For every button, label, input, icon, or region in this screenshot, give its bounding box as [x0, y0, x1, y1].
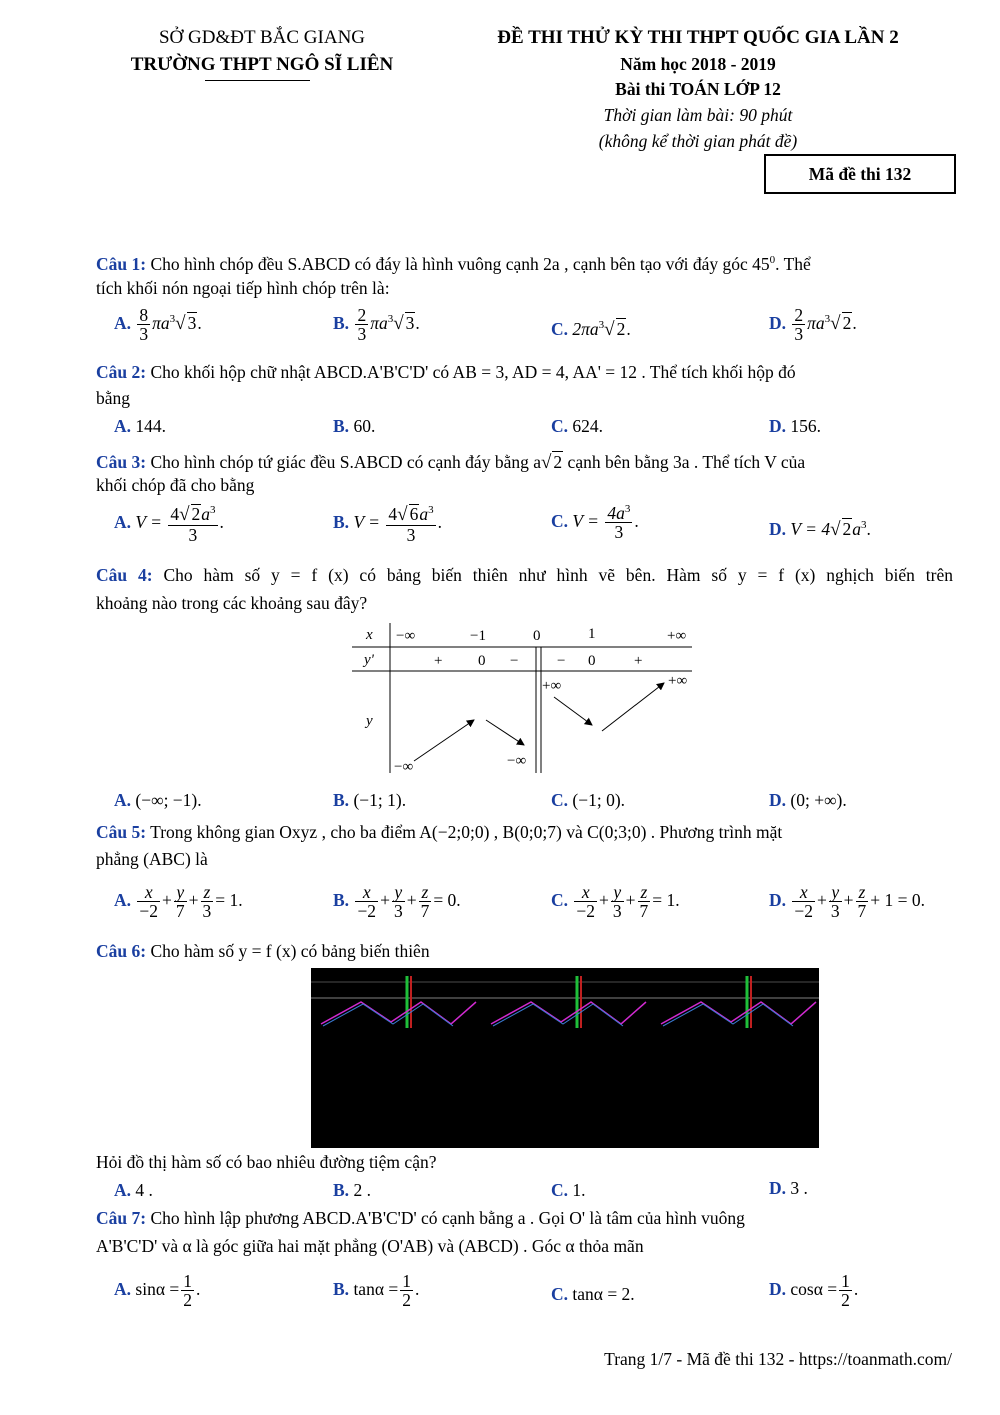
fraction: $\frac{2}{3}$: [794, 305, 804, 345]
q4-option-a[interactable]: A. (−∞; −1).: [114, 790, 202, 810]
exam-subject: Bài thi TOÁN LỚP 12: [615, 79, 781, 99]
exam-code-box: [764, 154, 956, 194]
q1-degree: 0: [769, 254, 776, 267]
vt-sign-2: −: [510, 653, 519, 669]
vt-x-4: +∞: [667, 628, 687, 644]
q4-line1: [96, 565, 953, 586]
vt-x-2: 0: [533, 628, 541, 644]
vt-sign-3: −: [557, 653, 566, 669]
q3-option-c[interactable]: C. V = $\frac{4a^3}{3}$ .: [551, 503, 639, 543]
q7-option-d[interactable]: D. cosα = $\frac{1}{2}$ .: [769, 1271, 859, 1311]
q4-text: Cho hàm số y = f (x) có bảng biến thiên như hình vẽ bên. Hàm số y = f (x) nghịch biến trên: [163, 565, 953, 585]
fraction: $\frac{8}{3}$: [139, 305, 149, 345]
q6-variation-image: [311, 968, 819, 1148]
q4-option-d[interactable]: D. (0; +∞).: [769, 790, 847, 810]
q2-label: Câu 2:: [96, 362, 147, 382]
q2-line2: bằng: [96, 388, 131, 408]
q3-line1: Câu 3: Cho hình chóp tứ giác đều S.ABCD có cạnh đáy bằng a√ 2 cạnh bên bằng 3a . Thể tích V của: [96, 452, 806, 473]
q3-label: Câu 3:: [96, 452, 147, 472]
q7-line2: A'B'C'D' và α là góc giữa hai mặt phẳng (O'AB) và (ABCD) . Góc α thỏa mãn: [96, 1236, 644, 1256]
vt-x-0: −∞: [396, 628, 416, 644]
option-label: A.: [114, 312, 132, 333]
vt-x-1: −1: [470, 628, 486, 644]
q3-option-d[interactable]: D. V = 4√ $2a^3$.: [769, 519, 871, 540]
vt-y-label: y: [366, 713, 373, 729]
q1-option-d[interactable]: D. $\frac{2}{3}$ $\pi a^3√$ 2.: [769, 305, 857, 345]
q2-option-c[interactable]: C. 624.: [551, 416, 604, 436]
vt-y-3: +∞: [668, 673, 688, 689]
q4-line2: khoảng nào trong các khoảng sau đây?: [96, 593, 368, 613]
q2-option-a[interactable]: A. 144.: [114, 416, 167, 436]
option-label: C.: [551, 319, 569, 339]
q5-option-a[interactable]: A. $\frac{x}{-2}$ + $\frac{y}{7}$ + $\frac{z}{3}$ = 1.: [114, 882, 243, 922]
q5-line1: [96, 822, 782, 843]
q3-option-a[interactable]: A. V = $\frac{4√ 2a^3}{3}$ .: [114, 504, 224, 545]
q6-option-c[interactable]: C. 1.: [551, 1180, 586, 1200]
q3-text-b: cạnh bên bằng 3a . Thể tích V của: [567, 452, 806, 472]
q4-option-c[interactable]: C. (−1; 0).: [551, 790, 626, 810]
exam-time-note: (không kể thời gian phát đề): [598, 131, 798, 151]
q1-line2: tích khối nón ngoại tiếp hình chóp trên là:: [96, 278, 390, 298]
page-footer: Trang 1/7 - Mã đề thi 132 - https://toanmath.com/: [604, 1349, 952, 1369]
fraction: $\frac{2}{3}$: [357, 305, 367, 345]
exam-time: Thời gian làm bài: 90 phút: [603, 105, 793, 125]
vt-sign-1: 0: [478, 653, 486, 669]
variation-table: [352, 623, 692, 773]
q6-option-d[interactable]: D. 3 .: [769, 1178, 808, 1198]
exam-code: Mã đề thi 132: [808, 163, 912, 184]
q6-question: Hỏi đồ thị hàm số có bao nhiêu đường tiệm cận?: [96, 1152, 437, 1172]
school-name: TRƯỜNG THPT NGÔ SĨ LIÊN: [130, 54, 394, 75]
q7-option-a[interactable]: A. sinα = $\frac{1}{2}$ .: [114, 1271, 201, 1311]
vt-x-3: 1: [588, 626, 596, 642]
q6-line1: [96, 941, 430, 962]
q7-text: Cho hình lập phương ABCD.A'B'C'D' có cạnh bằng a . Gọi O' là tâm của hình vuông: [150, 1208, 745, 1228]
q6-label: Câu 6:: [96, 941, 147, 961]
q6-option-b[interactable]: B. 2 .: [333, 1180, 371, 1200]
q1-line1: [96, 254, 811, 275]
q2-option-b[interactable]: B. 60.: [333, 416, 376, 436]
q4-option-b[interactable]: B. (−1; 1).: [333, 790, 407, 810]
q1-option-b[interactable]: B. $\frac{2}{3}$ $\pi a^3√$ 3.: [333, 305, 420, 345]
q2-text: Cho khối hộp chữ nhật ABCD.A'B'C'D' có AB = 3, AD = 4, AA' = 12 . Thể tích khối hộp đó: [150, 362, 796, 382]
vt-y-0: −∞: [394, 759, 414, 773]
q1-text: Cho hình chóp đều S.ABCD có đáy là hình vuông cạnh 2a , cạnh bên tạo với đáy góc 45: [150, 254, 770, 274]
school-underline: [205, 80, 310, 81]
q5-line2: phẳng (ABC) là: [96, 849, 208, 869]
q3-option-b[interactable]: B. V = $\frac{4√ 6a^3}{3}$ .: [333, 504, 442, 545]
vt-sign-4: 0: [588, 653, 596, 669]
dept-name: SỞ GD&ĐT BẮC GIANG: [158, 27, 366, 48]
q6-option-a[interactable]: A. 4 .: [114, 1180, 153, 1200]
q7-line1: [96, 1208, 745, 1229]
q7-option-b[interactable]: B. tanα = $\frac{1}{2}$ .: [333, 1271, 420, 1311]
q1-label: Câu 1:: [96, 254, 147, 274]
q7-option-c[interactable]: C. tanα = 2.: [551, 1284, 635, 1304]
q5-option-c[interactable]: C. $\frac{x}{-2}$ + $\frac{y}{3}$ + $\frac{z}{7}$ = 1.: [551, 882, 680, 922]
exam-title: ĐỀ THI THỬ KỲ THI THPT QUỐC GIA LẦN 2: [497, 27, 899, 48]
exam-year: Năm học 2018 - 2019: [620, 54, 776, 74]
q3-line2: khối chóp đã cho bằng: [96, 475, 255, 495]
q2-line1: [96, 362, 796, 383]
q5-option-d[interactable]: D. $\frac{x}{-2}$ + $\frac{y}{3}$ + $\frac{z}{7}$ + 1 = 0.: [769, 882, 926, 922]
q1-text-end: . Thể: [775, 254, 811, 274]
vt-y-1: −∞: [507, 753, 527, 769]
q7-label: Câu 7:: [96, 1208, 147, 1228]
q5-label: Câu 5:: [96, 822, 147, 842]
option-label: B.: [333, 312, 350, 333]
vt-x-label: x: [366, 627, 373, 643]
vt-y-2: +∞: [542, 678, 562, 694]
q6-text: Cho hàm số y = f (x) có bảng biến thiên: [150, 941, 430, 961]
q2-option-d[interactable]: D. 156.: [769, 416, 822, 436]
vt-sign-0: +: [434, 653, 443, 669]
q5-text: Trong không gian Oxyz , cho ba điểm A(−2;0;0) , B(0;0;7) và C(0;3;0) . Phương trình mặt: [150, 822, 783, 842]
vt-yp-label: y': [364, 652, 374, 668]
q1-option-c[interactable]: C. $2\pi a^3√$ 2.: [551, 319, 631, 340]
q1-option-a[interactable]: A. $\frac{8}{3}$ $\pi a^3√$ 3.: [114, 305, 202, 345]
vt-sign-5: +: [634, 653, 643, 669]
q4-label: Câu 4:: [96, 565, 153, 585]
option-label: D.: [769, 312, 787, 333]
q5-option-b[interactable]: B. $\frac{x}{-2}$ + $\frac{y}{3}$ + $\frac{z}{7}$ = 0.: [333, 882, 461, 922]
q3-text-a: Cho hình chóp tứ giác đều S.ABCD có cạnh đáy bằng a: [150, 452, 541, 472]
